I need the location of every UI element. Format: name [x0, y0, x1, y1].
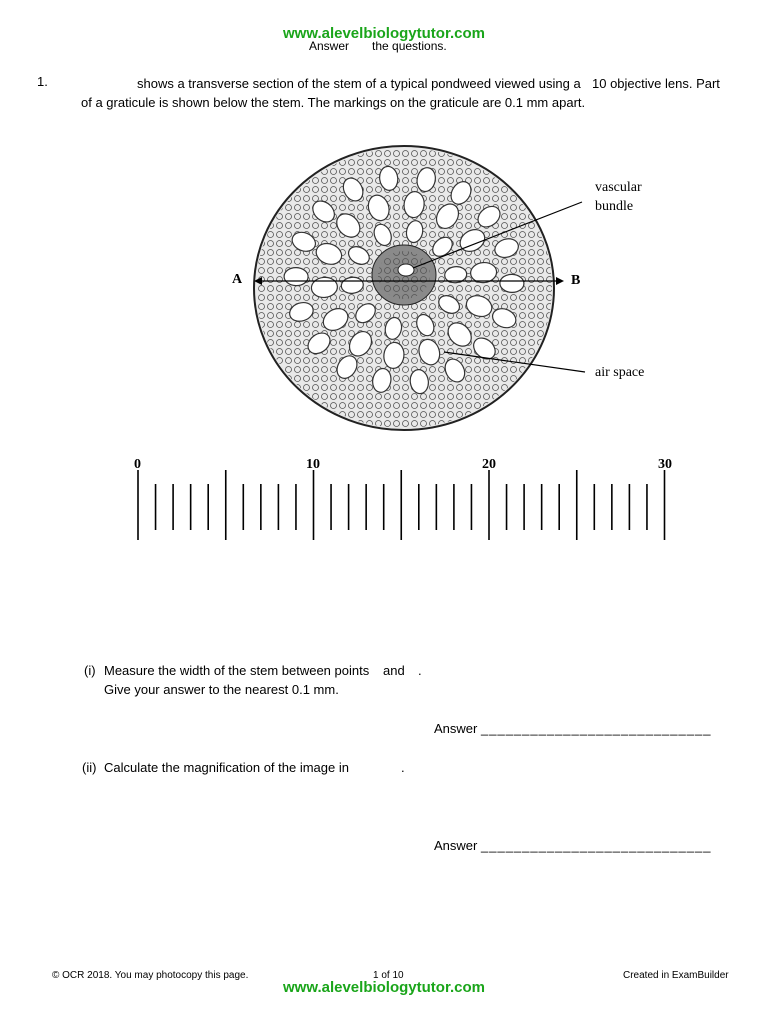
header-website-link[interactable]: www.alevelbiologytutor.com	[283, 25, 485, 42]
part-ii-marker: (ii)	[82, 760, 97, 775]
air-space-cell	[500, 274, 525, 293]
footer-website-link[interactable]: www.alevelbiologytutor.com	[283, 979, 485, 996]
vascular-bundle-shape	[372, 245, 436, 305]
instruction-answer: Answer	[309, 39, 350, 53]
footer-page-number: 1 of 10	[373, 970, 404, 981]
part-i-answer-field[interactable]: ____________________________	[481, 721, 712, 736]
label-air-space: air space	[595, 365, 645, 380]
part-ii-line1a: Calculate the magnification of the image in	[104, 760, 349, 775]
question-intro-line1a: shows a transverse section of the stem of a typical pondweed viewed using a	[137, 76, 581, 91]
label-point-a: A	[232, 272, 243, 287]
footer-created: Created in ExamBuilder	[623, 970, 729, 981]
part-i-answer-label: Answer	[434, 721, 478, 736]
part-i-line2: Give your answer to the nearest 0.1 mm.	[104, 682, 339, 697]
question-number: 1.	[37, 74, 48, 89]
arrow-b-icon	[556, 277, 564, 285]
part-i-line1a: Measure the width of the stem between points	[104, 663, 370, 678]
footer-copyright: © OCR 2018. You may photocopy this page.	[52, 970, 249, 981]
question-intro-line1b: 10 objective lens. Part	[592, 76, 720, 91]
label-bundle: bundle	[595, 199, 634, 214]
part-ii-answer-label: Answer	[434, 838, 478, 853]
part-i-marker: (i)	[84, 663, 96, 678]
label-vascular: vascular	[595, 180, 642, 195]
graticule-label-10: 10	[306, 457, 320, 472]
graticule-scale	[130, 470, 680, 545]
part-i-line1b: and	[383, 663, 405, 678]
part-ii-answer-field[interactable]: ____________________________	[481, 838, 712, 853]
graticule-label-20: 20	[482, 457, 496, 472]
part-ii-line1b: .	[401, 760, 405, 775]
instruction-the-questions: the questions.	[372, 39, 447, 53]
air-space-cell	[284, 267, 309, 286]
part-i-line1c: .	[418, 663, 422, 678]
graticule-label-30: 30	[658, 457, 672, 472]
label-point-b: B	[571, 273, 581, 288]
question-intro-line2: of a graticule is shown below the stem. The markings on the graticule are 0.1 mm apart.	[81, 95, 586, 110]
graticule-label-0: 0	[134, 457, 141, 472]
